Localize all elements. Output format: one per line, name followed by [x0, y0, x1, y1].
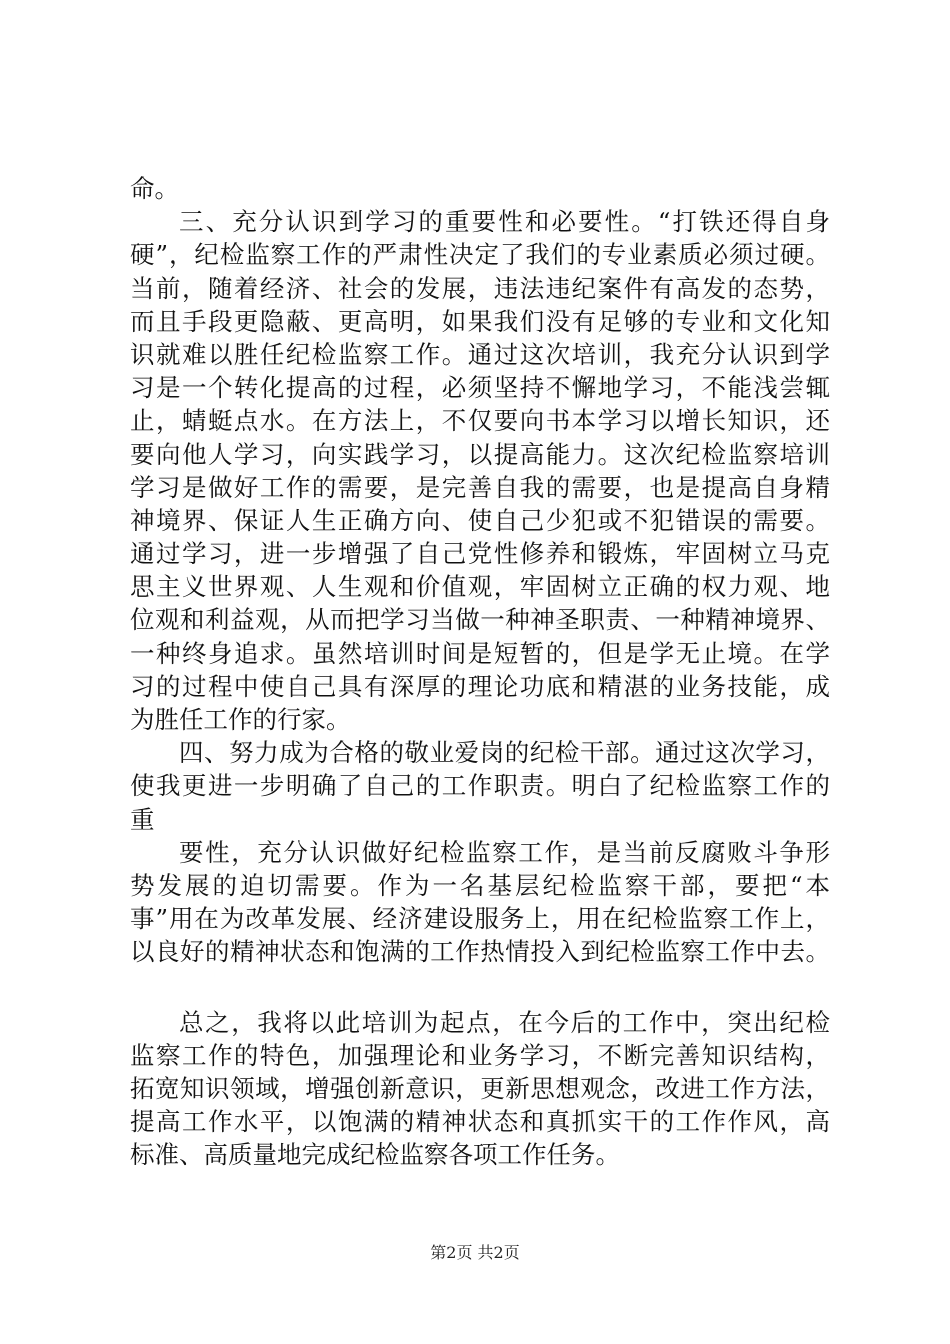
text-line: 拓宽知识领域，增强创新意识，更新思想观念，改进工作方法，	[130, 1073, 830, 1103]
text-line: 硬”，纪检监察工作的严肃性决定了我们的专业素质必须过硬。	[130, 240, 830, 270]
text-line: 习的过程中使自己具有深厚的理论功底和精湛的业务技能，成	[130, 671, 830, 701]
paragraph-three-heading-line: 三、充分认识到学习的重要性和必要性。“打铁还得自身	[179, 207, 830, 237]
paragraph-four-heading-line: 四、努力成为合格的敬业爱岗的纪检干部。通过这次学习，	[179, 738, 830, 768]
text-line: 思主义世界观、人生观和价值观，牢固树立正确的权力观、地	[130, 572, 830, 602]
text-line: 重	[130, 804, 155, 834]
text-line: 而且手段更隐蔽、更高明，如果我们没有足够的专业和文化知	[130, 306, 830, 336]
text-line: 势发展的迫切需要。作为一名基层纪检监察干部，要把“本	[130, 870, 830, 900]
text-line: 识就难以胜任纪检监察工作。通过这次培训，我充分认识到学	[130, 339, 830, 369]
text-line: 位观和利益观，从而把学习当做一种神圣职责、一种精神境界、	[130, 605, 830, 635]
text-line: 使我更进一步明确了自己的工作职责。明白了纪检监察工作的	[130, 771, 830, 801]
text-line: 命。	[130, 174, 179, 203]
text-line: 神境界、保证人生正确方向、使自己少犯或不犯错误的需要。	[130, 505, 830, 535]
text-line: 要向他人学习，向实践学习，以提高能力。这次纪检监察培训	[130, 439, 830, 469]
text-line: 为胜任工作的行家。	[130, 705, 351, 734]
paragraph-spacer	[130, 969, 830, 1006]
text-line: 事”用在为改革发展、经济建设服务上，用在纪检监察工作上，	[130, 904, 830, 934]
text-line: 标准、高质量地完成纪检监察各项工作任务。	[130, 1140, 620, 1170]
text-line: 要性，充分认识做好纪检监察工作，是当前反腐败斗争形	[179, 837, 830, 867]
text-line: 当前，随着经济、社会的发展，违法违纪案件有高发的态势，	[130, 273, 830, 303]
text-line: 通过学习，进一步增强了自己党性修养和锻炼，牢固树立马克	[130, 539, 830, 569]
conclusion-heading-line: 总之，我将以此培训为起点，在今后的工作中，突出纪检	[179, 1007, 830, 1037]
text-line: 学习是做好工作的需要，是完善自我的需要，也是提高自身精	[130, 472, 830, 502]
text-line: 以良好的精神状态和饱满的工作热情投入到纪检监察工作中去。	[130, 937, 830, 967]
text-line: 止，蜻蜓点水。在方法上，不仅要向书本学习以增长知识，还	[130, 406, 830, 436]
page-number-footer: 第2页 共2页	[430, 1243, 520, 1262]
text-line: 提高工作水平，以饱满的精神状态和真抓实干的工作作风，高	[130, 1107, 830, 1137]
text-line: 监察工作的特色，加强理论和业务学习，不断完善知识结构，	[130, 1040, 830, 1070]
document-body	[130, 172, 830, 1171]
text-line: 习是一个转化提高的过程，必须坚持不懈地学习，不能浅尝辄	[130, 373, 830, 403]
text-line: 一种终身追求。虽然培训时间是短暂的，但是学无止境。在学	[130, 638, 830, 668]
